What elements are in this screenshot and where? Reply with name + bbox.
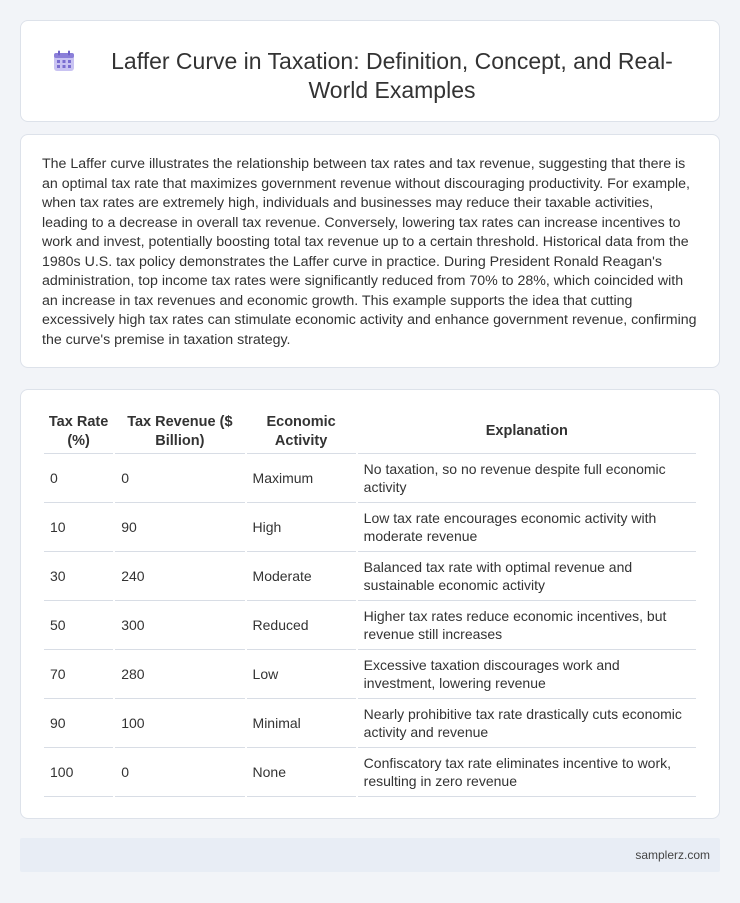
cell-explanation: Balanced tax rate with optimal revenue and sustainable economic activity: [358, 552, 696, 601]
cell-economic-activity: Reduced: [247, 601, 356, 650]
table-row: [44, 552, 696, 601]
cell-tax-rate: 70: [44, 650, 113, 699]
cell-tax-revenue: 100: [115, 699, 244, 748]
cell-explanation: Excessive taxation discourages work and investment, lowering revenue: [358, 650, 696, 699]
header-economic-activity: Economic Activity: [247, 410, 356, 454]
cell-explanation: Low tax rate encourages economic activity with moderate revenue: [358, 503, 696, 552]
header-tax-rate: Tax Rate (%): [44, 410, 113, 454]
cell-tax-revenue: 90: [115, 503, 244, 552]
cell-economic-activity: High: [247, 503, 356, 552]
table-row: [44, 601, 696, 650]
table-header-row: [44, 410, 696, 454]
table-row: [44, 650, 696, 699]
cell-explanation: Higher tax rates reduce economic incentives, but revenue still increases: [358, 601, 696, 650]
cell-tax-rate: 30: [44, 552, 113, 601]
intro-paragraph: The Laffer curve illustrates the relationship between tax rates and tax revenue, suggesting that there is an optimal tax rate that maximizes government revenue without discouraging productivity. For example, when tax rates are extremely high, individuals and businesses may reduce their taxable activities, leading to a decrease in overall tax revenue. Conversely, lowering tax rates can increase incentives to work and invest, potentially boosting total tax revenue up to a certain threshold. Historical data from the 1980s U.S. tax policy demonstrates the Laffer curve in practice. During President Ronald Reagan's administration, top income tax rates were significantly reduced from 70% to 28%, which coincided with an increase in tax revenues and economic growth. This example supports the idea that cutting excessively high tax rates can stimulate economic activity and enhance government revenue, confirming the curve's premise in taxation strategy.: [42, 156, 697, 348]
cell-economic-activity: None: [247, 748, 356, 797]
cell-economic-activity: Minimal: [247, 699, 356, 748]
cell-explanation: No taxation, so no revenue despite full economic activity: [358, 454, 696, 503]
cell-tax-revenue: 0: [115, 748, 244, 797]
cell-tax-rate: 10: [44, 503, 113, 552]
cell-economic-activity: Low: [247, 650, 356, 699]
table-row: [44, 748, 696, 797]
cell-economic-activity: Maximum: [247, 454, 356, 503]
cell-tax-revenue: 240: [115, 552, 244, 601]
cell-tax-rate: 50: [44, 601, 113, 650]
cell-tax-revenue: 280: [115, 650, 244, 699]
intro-card: [20, 134, 720, 368]
cell-tax-revenue: 300: [115, 601, 244, 650]
cell-tax-rate: 90: [44, 699, 113, 748]
cell-tax-rate: 100: [44, 748, 113, 797]
cell-tax-revenue: 0: [115, 454, 244, 503]
laffer-table: [42, 410, 698, 797]
footer-bar: [20, 838, 720, 872]
table-row: [44, 503, 696, 552]
cell-tax-rate: 0: [44, 454, 113, 503]
table-row: [44, 699, 696, 748]
cell-explanation: Confiscatory tax rate eliminates incentive to work, resulting in zero revenue: [358, 748, 696, 797]
header-tax-revenue: Tax Revenue ($ Billion): [115, 410, 244, 454]
title-card: [20, 20, 720, 122]
calendar-icon: [53, 50, 75, 72]
cell-explanation: Nearly prohibitive tax rate drastically cuts economic activity and revenue: [358, 699, 696, 748]
page-title: Laffer Curve in Taxation: Definition, Concept, and Real-World Examples: [111, 48, 673, 103]
header-explanation: Explanation: [358, 410, 696, 454]
table-row: [44, 454, 696, 503]
cell-economic-activity: Moderate: [247, 552, 356, 601]
footer-site-link[interactable]: samplerz.com: [635, 848, 710, 862]
table-card: [20, 389, 720, 819]
